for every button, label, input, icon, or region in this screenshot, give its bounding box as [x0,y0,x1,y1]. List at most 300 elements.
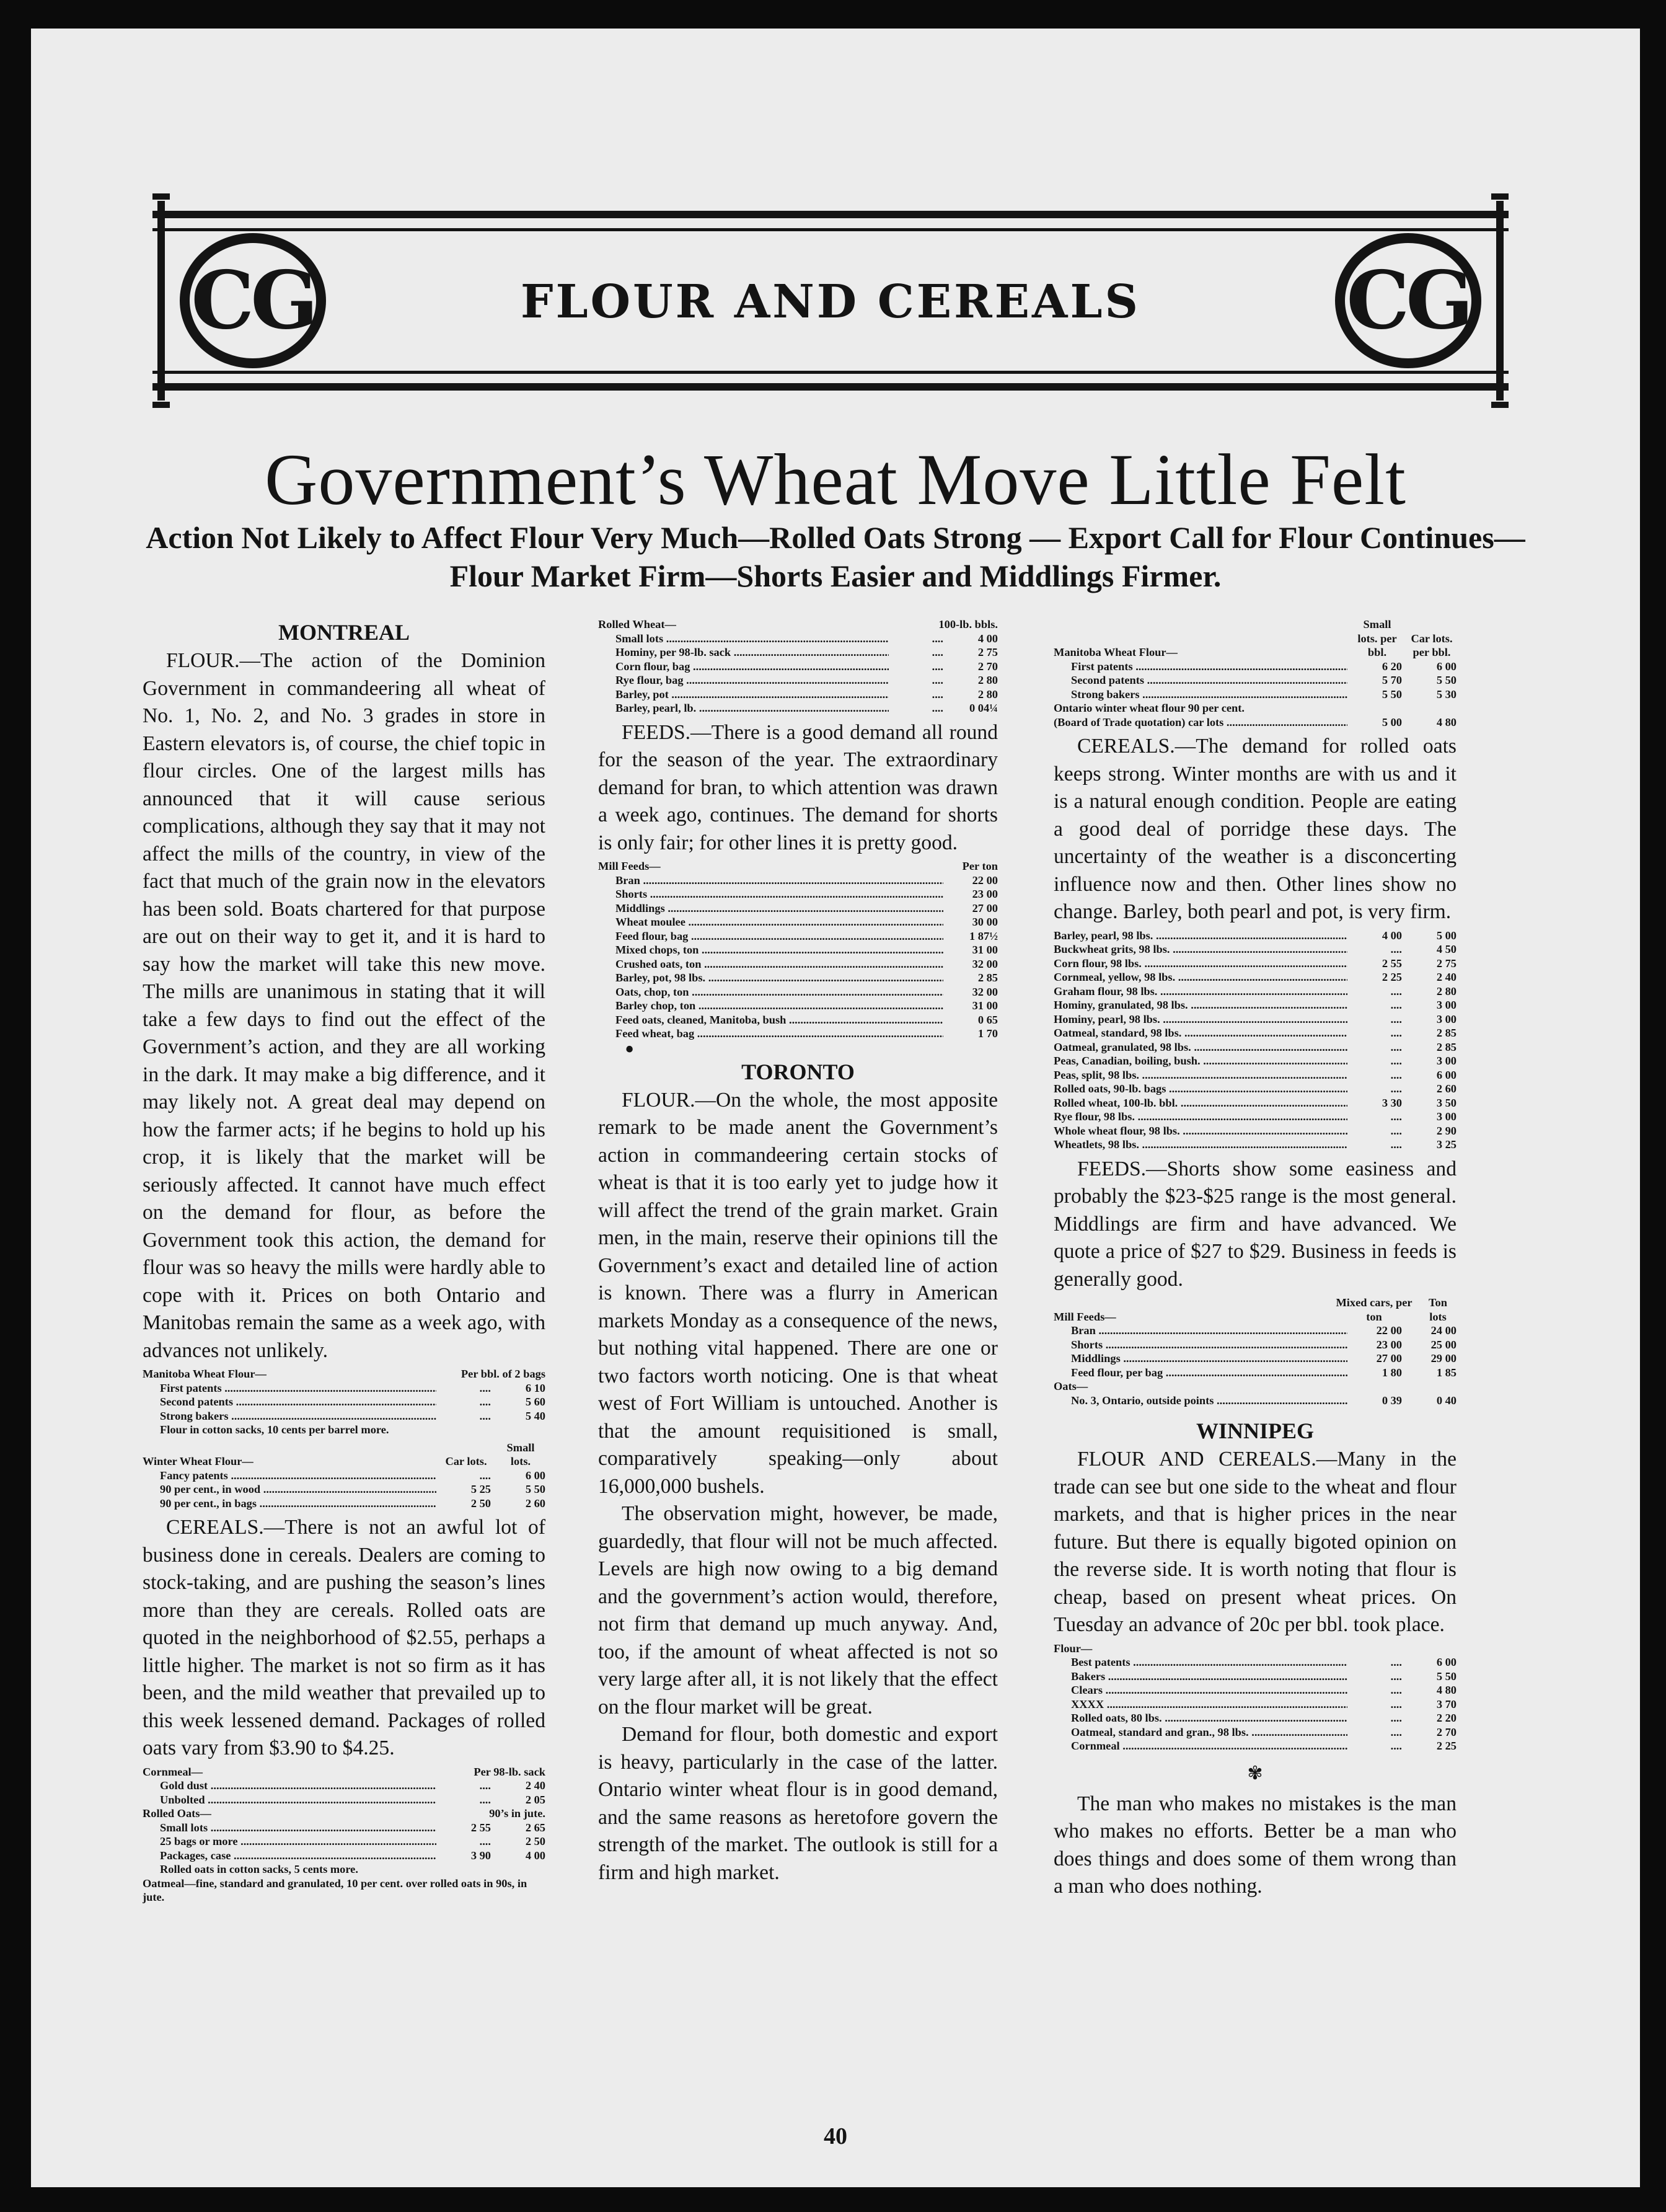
table-row [1054,1054,1457,1068]
table-cell: 3 70 [1436,1697,1457,1710]
section-heading: TORONTO [741,1059,855,1084]
table-row [1054,1683,1457,1697]
table-cell: .... [1390,1725,1402,1738]
table-row [598,985,998,999]
table-row [143,1793,545,1807]
table-header: Oats— [1054,1380,1088,1392]
banner-post-right [1491,193,1509,408]
table-header: Rolled Oats— [143,1807,211,1820]
table-row [1054,660,1457,674]
table-row-label: 25 bags or more ..... [143,1834,436,1849]
table-row [1054,1124,1457,1138]
table-cell: 2 40 [1436,971,1457,983]
article-paragraph: The observation might, however, be made, guardedly, that flour will not be much affected. Levels are high now owing to a big demand and the government’s action would, therefore, not firm that demand up much anyway. And, too, if the amount of wheat affected is not so very large after all, it is not likely that the effect on the flour market will be great. [598,1502,998,1719]
table-header-row [143,1807,545,1821]
table-row [1054,970,1457,984]
table-row-label: Shorts ..... [598,887,943,901]
table-row-label: Cornmeal ..... [1054,1739,1347,1753]
table-column-head: Per 98-lb. sack [474,1765,545,1778]
table-row-label: (Board of Trade quotation) car lots ..... [1054,715,1347,730]
table-header-row [1054,1296,1457,1324]
table-header-row [143,1765,545,1779]
table-row [1054,1711,1457,1725]
banner-rule [152,211,1509,218]
table-row [1054,1697,1457,1712]
table-row-label: Barley chop, ton ..... [598,999,943,1013]
table-row [598,957,998,971]
table-note-row [143,1862,545,1877]
table-row-label: Buckwheat grits, 98 lbs. ..... [1054,942,1347,957]
table-header: Manitoba Wheat Flour— [143,1368,267,1380]
table-cell: 2 60 [1436,1082,1457,1095]
table-row-label: Bran ..... [1054,1324,1347,1338]
table-cell: .... [1390,1138,1402,1151]
table-cell: .... [1390,1684,1402,1696]
table-cell: 2 80 [1436,984,1457,998]
table-row [1054,1352,1457,1366]
table-row [143,1497,545,1511]
table-row [1054,688,1457,702]
table-header-row [143,1367,545,1381]
table-row-label: Hominy, pearl, 98 lbs. ..... [1054,1012,1347,1027]
table-cell: 1 80 [1382,1366,1402,1379]
table-cell: 27 00 [972,901,998,914]
table-row [598,999,998,1013]
table-row-label: Graham flour, 98 lbs. ..... [1054,984,1347,999]
table-row-label: Best patents ..... [1054,1655,1347,1670]
table-row-label: Hominy, per 98-lb. sack ..... [598,645,889,660]
banner-rule [152,383,1509,391]
section-banner [152,193,1509,408]
table-row [1054,957,1457,971]
table-row [598,901,998,916]
table-cell: 4 00 [977,632,998,645]
table-column-head: 90’s in jute. [489,1807,545,1820]
table-row [598,688,998,702]
table-cell: 2 40 [525,1779,545,1792]
table-row-label: Small lots ..... [598,632,889,646]
table-cell: .... [932,674,943,686]
table-row-label: Rye flour, bag ..... [598,673,889,688]
table-row [1054,1725,1457,1740]
table-row-label: Bran ..... [598,874,943,888]
table-header: Winter Wheat Flour— [143,1455,253,1467]
table-row-label: 90 per cent., in wood ..... [143,1482,436,1497]
table-cell: 23 00 [972,888,998,900]
article-paragraph: CEREALS.—The demand for rolled oats keeps strong. Winter months are with us and it is a natural enough condition. People are eating a good deal of porridge these days. The uncertainty of the weather is a disconcerting influence now and then. Other lines show no change. Barley, both pearl and pot, is very firm. [1054,735,1457,923]
table-note: Ontario winter wheat flour 90 per cent. [1054,702,1245,714]
table-cell: 4 80 [1436,715,1457,728]
table-row-label: Unbolted ..... [143,1793,436,1807]
table-cell: 6 00 [1436,1656,1457,1668]
table-cell: .... [932,632,943,645]
table-row [1054,998,1457,1012]
table-row [1054,984,1457,999]
table-row [598,645,998,660]
table-row-label: Oatmeal, granulated, 98 lbs. ..... [1054,1040,1347,1055]
cg-logo-right: CG [1335,233,1481,368]
table-cell: .... [479,1793,491,1806]
table-row-label: Wheatlets, 98 lbs. ..... [1054,1138,1347,1152]
table-row [598,1027,998,1041]
table-cell: 6 10 [525,1381,545,1394]
table-row-label: Oats, chop, ton ..... [598,985,943,999]
table-cell: 5 60 [525,1396,545,1408]
table-cell: .... [479,1469,491,1482]
table-row-label: Middlings ..... [1054,1352,1347,1366]
table-cell: 6 00 [525,1469,545,1482]
table-row [1054,1670,1457,1684]
table-row-label: Barley, pot ..... [598,688,889,702]
table-cell: .... [932,660,943,673]
table-note: Flour in cotton sacks, 10 cents per barrel more. [160,1423,389,1436]
table-row [598,673,998,688]
table-row-label: Peas, split, 98 lbs. ..... [1054,1068,1347,1082]
table-cell: .... [1390,1697,1402,1710]
table-cell: 6 00 [1436,660,1457,673]
table-row [143,1834,545,1849]
table-cell: 2 65 [525,1821,545,1834]
article-paragraph: FLOUR.—On the whole, the most apposite remark to be made anent the Government’s action in commandeering certain stocks of wheat is that it is too early yet to judge how it will affect the trend of the grain market. Grain men, in the main, reserve their opinions till the Government’s exact and detailed line of action is known. There was a flurry in American markets Monday as a consequence of the news, but nothing vital happened. There are one or two factors worth noticing. One is that wheat west of Fort William is untouched. Another is that the amount requisitioned is small, comparatively speaking—only about 16,000,000 bushels. [598,1088,998,1498]
table-cell: 24 00 [1430,1324,1457,1337]
subheadline: Action Not Likely to Affect Flour Very Much—Rolled Oats Strong — Export Call for Flour Continues—Flour Market Firm—Shorts Easier and Middlings Firmer. [146,520,1525,593]
table-row [598,971,998,985]
table-row [143,1381,545,1396]
table-header: Manitoba Wheat Flour— [1054,646,1178,658]
table-row [598,632,998,646]
table-cell: 3 25 [1436,1138,1457,1151]
table-header: Mill Feeds— [598,860,661,872]
table-row [1054,1040,1457,1055]
table-note: Rolled oats in cotton sacks, 5 cents more. [160,1863,358,1875]
headline: Government’s Wheat Move Little Felt [265,439,1406,520]
table-row-label: Corn flour, bag ..... [598,660,889,674]
table-row-label: Shorts ..... [1054,1338,1347,1352]
table-row-label: Strong bakers ..... [143,1409,436,1423]
table-cell: 23 00 [1376,1338,1402,1351]
table-cell: 0 04¼ [969,702,998,714]
table-row-label: Barley, pearl, lb. ..... [598,701,889,715]
price-table [598,859,998,1041]
table-row-label: Wheat moulee ..... [598,915,943,929]
table-cell: 31 00 [972,944,998,956]
table-row [1054,1096,1457,1110]
table-row [143,1395,545,1409]
table-row-label: Barley, pearl, 98 lbs. ..... [1054,929,1347,943]
table-row [1054,1324,1457,1338]
table-cell: 2 05 [525,1793,545,1806]
article-paragraph: CEREALS.—There is not an awful lot of business done in cereals. Dealers are coming to stock-taking, and are pushing the season’s lines more than they are cereals. Rolled oats are quoted in the neighborhood of $2.55, perhaps a little higher. The market is not so firm as it has been, and the mild weather that prevailed up to this week lessened demand. Packages of rolled oats vary from $3.90 to $4.25. [143,1516,545,1759]
table-row [1054,673,1457,688]
table-row [143,1779,545,1793]
table-cell: 1 85 [1436,1366,1457,1379]
table-cell: 6 20 [1382,660,1402,673]
column-montreal [143,617,545,1908]
table-cell: 3 00 [1436,1110,1457,1123]
table-column-head: Small lots. per bbl. [1357,618,1397,658]
table-row-label: First patents ..... [1054,660,1347,674]
table-cell: .... [479,1381,491,1394]
table-cell: 2 60 [525,1497,545,1510]
table-cell: 2 85 [1436,1027,1457,1039]
table-cell: 2 85 [977,971,998,984]
table-cell: 4 00 [525,1849,545,1862]
table-cell: 0 65 [977,1013,998,1026]
table-cell: 5 30 [1436,688,1457,701]
table-column-head: Car lots. [445,1455,487,1467]
table-cell: 2 70 [977,660,998,673]
table-cell: 2 55 [470,1821,491,1834]
table-row-label: Second patents ..... [143,1395,436,1409]
table-row-label: Rolled oats, 90-lb. bags ..... [1054,1082,1347,1096]
table-cell: 5 00 [1382,715,1402,728]
table-row-label: 90 per cent., in bags ..... [143,1497,436,1511]
table-row-label: Second patents ..... [1054,673,1347,688]
table-row [1054,1338,1457,1352]
table-cell: 5 50 [1436,1670,1457,1683]
table-cell: 2 25 [1382,971,1402,983]
price-table [598,617,998,715]
table-row-label: Packages, case ..... [143,1849,436,1863]
table-row [1054,1739,1457,1753]
banner-rule [152,371,1509,374]
table-cell: 2 75 [977,646,998,658]
table-cell: 3 30 [1382,1096,1402,1109]
table-cell: 3 00 [1436,1012,1457,1025]
table-cell: .... [1390,943,1402,955]
table-note-row [143,1423,545,1437]
table-note: Oatmeal—fine, standard and granulated, 10 per cent. over rolled oats in 90s, in jute. [143,1877,527,1903]
price-table [143,1441,545,1511]
table-cell: 2 55 [1382,957,1402,970]
table-row [1054,1012,1457,1027]
table-cell: 5 50 [1382,688,1402,701]
table-cell: 3 00 [1436,999,1457,1011]
table-row [1054,1026,1457,1040]
article-paragraph: FLOUR AND CEREALS.—Many in the trade can see but one side to the wheat and flour markets, and that is higher prices in the near future. But there is equally bigoted opinion on the reverse side. It is worth noting that flour is cheap, based on present wheat prices. On Tuesday an advance of 20c per bbl. took place. [1054,1448,1457,1636]
table-header: Flour— [1054,1642,1093,1655]
table-cell: 1 87½ [969,929,998,942]
table-row [598,660,998,674]
table-row [1054,1366,1457,1380]
table-row-label: First patents ..... [143,1381,436,1396]
table-cell: .... [1390,1082,1402,1095]
table-row [1054,1394,1457,1408]
table-header-row [1054,1379,1457,1394]
table-column-head: 100-lb. bbls. [938,618,998,630]
bullet-dot: • [623,1037,637,1063]
table-cell: 5 50 [1436,674,1457,686]
table-cell: 31 00 [972,999,998,1012]
table-cell: .... [932,702,943,714]
table-cell: .... [1390,1670,1402,1683]
price-table [143,1367,545,1437]
table-cell: .... [479,1779,491,1792]
table-row-label: Middlings ..... [598,901,943,916]
table-cell: 4 80 [1436,1684,1457,1696]
table-row [1054,1068,1457,1082]
table-row-label: No. 3, Ontario, outside points ..... [1054,1394,1347,1408]
price-table [1054,1642,1457,1753]
table-row [598,929,998,944]
table-header: Rolled Wheat— [598,618,676,630]
table-cell: .... [1390,1012,1402,1025]
table-row-label: Cornmeal, yellow, 98 lbs. ..... [1054,970,1347,984]
table-row [598,874,998,888]
table-cell: .... [1390,1055,1402,1067]
table-row [143,1469,545,1483]
article-paragraph: FEEDS.—Shorts show some easiness and probably the $23-$25 range is the most general. Middlings are firm and have advanced. We quote a price of $27 to $29. Business in feeds is generally good. [1054,1157,1457,1291]
price-table [1054,1296,1457,1407]
table-cell: .... [1390,1740,1402,1752]
table-row-label: Hominy, granulated, 98 lbs. ..... [1054,998,1347,1012]
table-column-head: Mixed cars, per ton [1336,1296,1413,1323]
price-table [143,1765,545,1905]
table-cell: 2 25 [1436,1740,1457,1752]
table-cell: .... [932,646,943,658]
table-cell: 5 50 [525,1483,545,1495]
table-cell: 0 39 [1382,1394,1402,1407]
table-row-label: Rye flour, 98 lbs. ..... [1054,1110,1347,1124]
table-cell: 0 40 [1436,1394,1457,1407]
table-cell: 27 00 [1376,1352,1402,1365]
table-row-label: Gold dust ..... [143,1779,436,1793]
table-cell: 3 00 [1436,1055,1457,1067]
table-cell: 5 25 [470,1483,491,1495]
table-cell: .... [1390,1712,1402,1724]
table-row [598,701,998,715]
ornament-icon: ✾ [1247,1762,1263,1784]
table-row-label: Mixed chops, ton ..... [598,943,943,957]
table-row [1054,1110,1457,1124]
table-row-label: Bakers ..... [1054,1670,1347,1684]
table-cell: 5 70 [1382,674,1402,686]
table-cell: .... [1390,1040,1402,1053]
table-header: Mill Feeds— [1054,1310,1116,1323]
column-winnipeg [1054,617,1457,1901]
table-cell: 2 20 [1436,1712,1457,1724]
table-cell: 3 50 [1436,1096,1457,1109]
table-row [598,943,998,957]
article-paragraph: FEEDS.—There is a good demand all round for the season of the year. The extraordinary demand for bran, to which attention was drawn a week ago, continues. The demand for shorts is only fair; for other lines it is pretty good. [598,720,998,854]
table-header-row [598,617,998,632]
table-cell: .... [1390,984,1402,998]
table-header-row [1054,1642,1457,1656]
table-row [143,1821,545,1835]
table-cell: 25 00 [1430,1338,1457,1351]
cg-logo-left: CG [180,233,326,368]
table-row [598,887,998,901]
table-row-label: Feed flour, per bag ..... [1054,1366,1347,1380]
table-cell: 32 00 [972,957,998,970]
table-cell: 29 00 [1430,1352,1457,1365]
table-cell: 2 90 [1436,1124,1457,1137]
table-row [1054,715,1457,730]
table-row [143,1482,545,1497]
table-row-label: Rolled oats, 80 lbs. ..... [1054,1711,1347,1725]
table-column-head: Small lots. [506,1441,535,1467]
table-cell: 1 70 [977,1027,998,1040]
table-cell: 2 50 [525,1835,545,1847]
table-cell: .... [1390,1068,1402,1081]
table-header-row [598,859,998,874]
table-row-label: Crushed oats, ton ..... [598,957,943,971]
table-row [598,915,998,929]
table-cell: .... [932,688,943,701]
table-cell: 5 00 [1436,929,1457,942]
table-row-label: XXXX ..... [1054,1697,1347,1712]
table-note-row [1054,701,1457,715]
table-cell: 30 00 [972,916,998,928]
table-row-label: Corn flour, 98 lbs. ..... [1054,957,1347,971]
table-column-head: Ton lots [1428,1296,1447,1323]
table-cell: 2 70 [1436,1725,1457,1738]
table-cell: 22 00 [972,874,998,887]
table-row [1054,929,1457,943]
table-header-row [143,1441,545,1469]
table-row-label: Small lots ..... [143,1821,436,1835]
table-cell: .... [1390,999,1402,1011]
table-row-label: Feed oats, cleaned, Manitoba, bush ..... [598,1013,943,1027]
banner-rule [152,228,1509,231]
table-cell: .... [1390,1110,1402,1123]
table-row [1054,942,1457,957]
table-cell: 32 00 [972,985,998,998]
table-row-label: Clears ..... [1054,1683,1347,1697]
page-number: 40 [824,2123,847,2149]
table-cell: 2 85 [1436,1040,1457,1053]
table-row [1054,1138,1457,1152]
table-row [1054,1082,1457,1096]
table-header-row [1054,617,1457,660]
table-cell: 2 80 [977,688,998,701]
table-row-label: Rolled wheat, 100-lb. bbl. ..... [1054,1096,1347,1110]
table-row-label: Strong bakers ..... [1054,688,1347,702]
table-row-label: Whole wheat flour, 98 lbs. ..... [1054,1124,1347,1138]
table-column-head: Per bbl. of 2 bags [461,1368,545,1380]
table-column-head: Per ton [962,860,998,872]
table-row-label: Peas, Canadian, boiling, bush. ..... [1054,1054,1347,1068]
page [31,29,1640,2187]
table-cell: .... [479,1409,491,1422]
table-cell: .... [479,1396,491,1408]
table-cell: 22 00 [1376,1324,1402,1337]
table-cell: 4 50 [1436,943,1457,955]
table-cell: 2 75 [1436,957,1457,970]
table-row-label: Fancy patents ..... [143,1469,436,1483]
table-cell: .... [1390,1656,1402,1668]
price-table [1054,929,1457,1152]
section-heading: MONTREAL [278,620,410,645]
table-row-label: Barley, pot, 98 lbs. ..... [598,971,943,985]
banner-post-left [152,193,170,408]
table-note-row [143,1877,545,1905]
table-row-label: Oatmeal, standard, 98 lbs. ..... [1054,1026,1347,1040]
table-cell: 3 90 [470,1849,491,1862]
table-cell: .... [1390,1027,1402,1039]
table-cell: 2 80 [977,674,998,686]
table-header: Cornmeal— [143,1765,203,1778]
table-cell: .... [1390,1124,1402,1137]
table-cell: 2 50 [470,1497,491,1510]
article-paragraph: The man who makes no mistakes is the man who makes no efforts. Better be a man who does things and does some of them wrong than a man who does nothing. [1054,1792,1457,1898]
table-column-head: Car lots. per bbl. [1411,632,1453,658]
article-paragraph: FLOUR.—The action of the Dominion Government in commandeering all wheat of No. 1, No. 2, and No. 3 grades in store in Eastern elevators is, of course, the chief topic in flour circles. One of the largest mills has announced that it will cause serious complications, although they say that it may not affect the mills of the country, in view of the fact that much of the grain now in the elevators has been sold. Boats chartered for that purpose are out on their way to get it, and it is hard to say how the market will take this new move. The mills are unanimous in stating that it will take a few days to find out the effect of the Government’s action, and they are all working in the dark. It may make a big difference, and it may likely not. A great deal may depend on how the farmer acts; if he begins to hold up his crop, it is likely that the market will be seriously affected. It cannot have much effect on the demand for flour, as before the Government took this action, the demand for flour was so heavy the mills were hardly able to cope with it. Prices on both Ontario and Manitobas remain the same as a week ago, with advances not unlikely. [143,649,545,1362]
table-row [598,1013,998,1027]
table-cell: 5 40 [525,1409,545,1422]
table-row [1054,1655,1457,1670]
table-row [143,1409,545,1423]
